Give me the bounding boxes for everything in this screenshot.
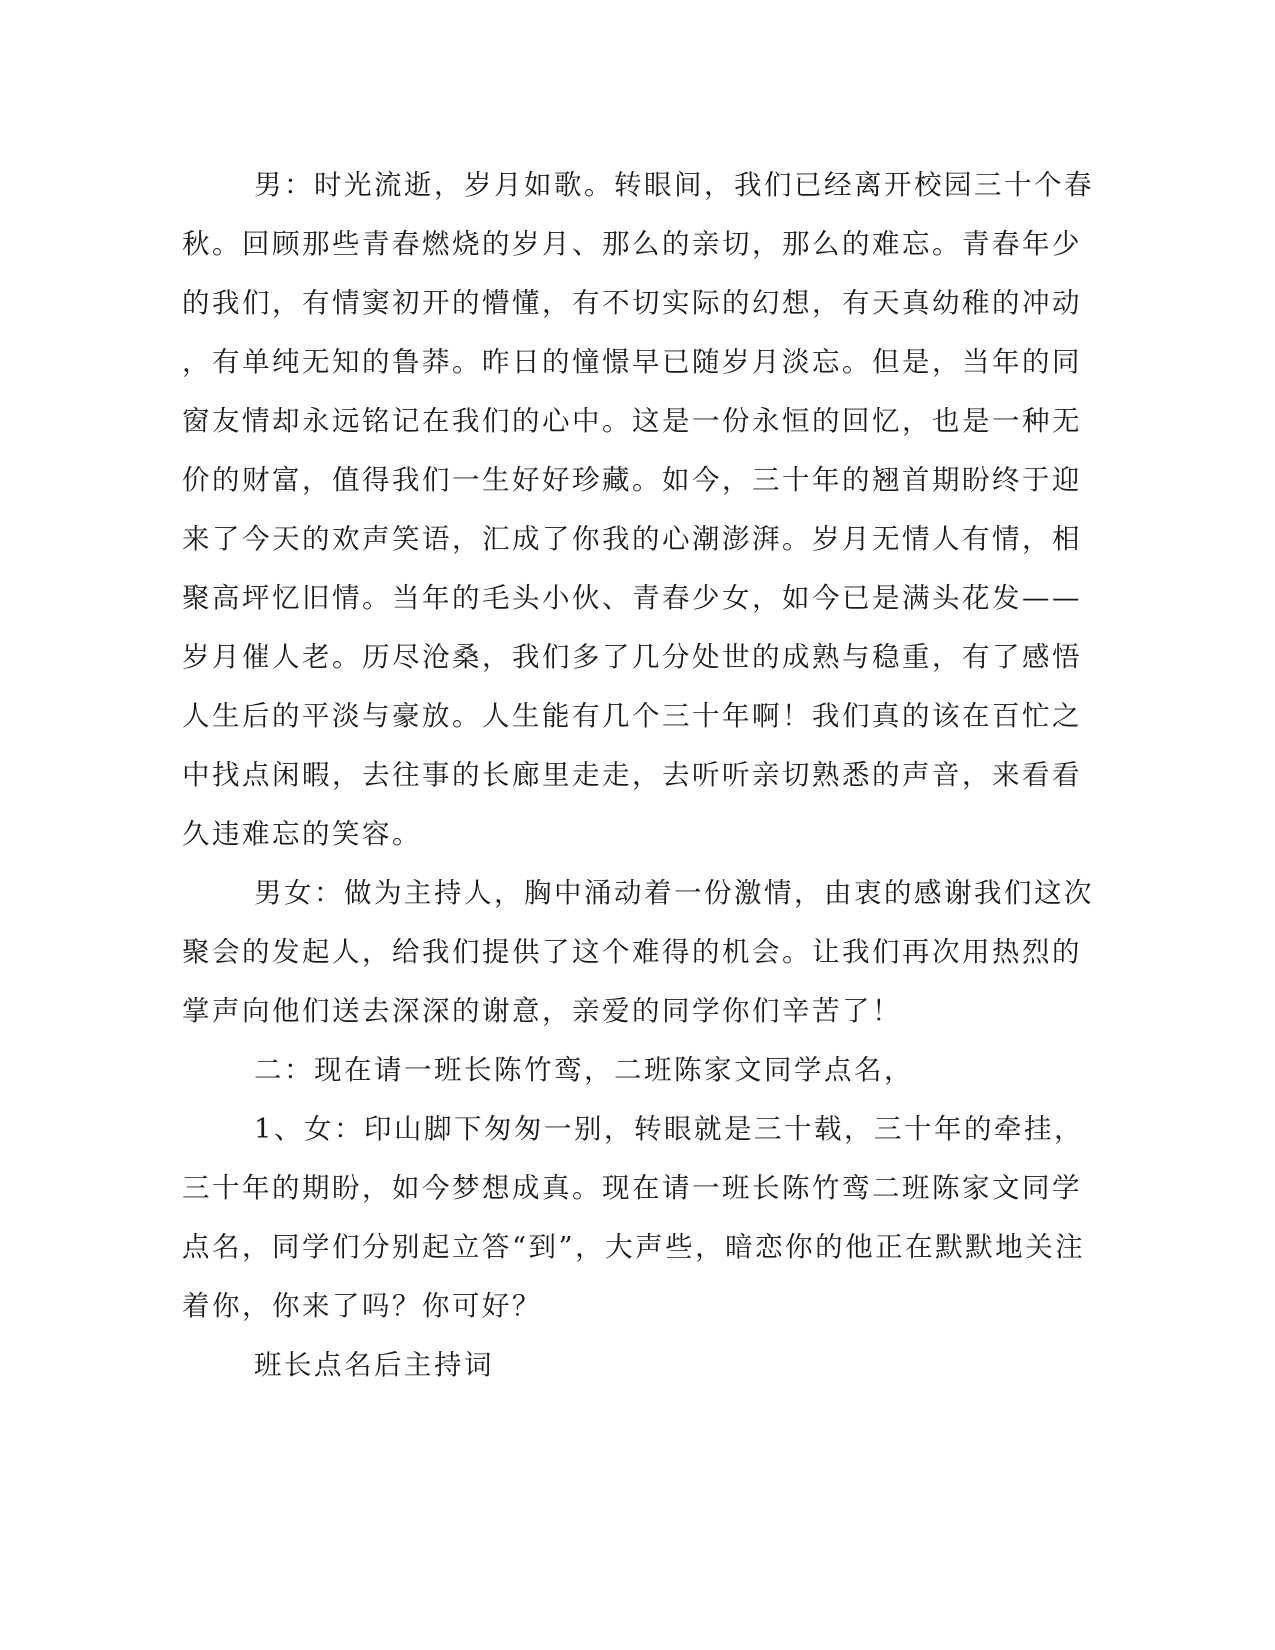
paragraph [182, 1336, 1028, 1395]
text-line: 点名，同学们分别起立答“到”，大声些，暗恋你的他正在默默地关注 [182, 1231, 1086, 1263]
text-line: 1、女：印山脚下匆匆一别，转眼就是三十载，三十年的牵挂， [254, 1113, 1084, 1145]
text-line: 聚会的发起人，给我们提供了这个难得的机会。让我们再次用热烈的 [182, 936, 1082, 968]
paragraph [182, 1041, 1028, 1100]
text-line: 价的财富，值得我们一生好好珍藏。如今，三十年的翘首期盼终于迎 [182, 464, 1082, 496]
text-line: 中找点闲暇，去往事的长廊里走走，去听听亲切熟悉的声音，来看看 [182, 759, 1082, 791]
text-line: 久违难忘的笑容。 [182, 818, 422, 850]
text-line: 岁月催人老。历尽沧桑，我们多了几分处世的成熟与稳重，有了感悟 [182, 641, 1082, 673]
paragraph [182, 1100, 1086, 1336]
text-line: 聚高坪忆旧情。当年的毛头小伙、青春少女，如今已是满头花发—— [182, 582, 1082, 614]
text-line: 的我们，有情窦初开的懵懂，有不切实际的幻想，有天真幼稚的冲动 [182, 287, 1082, 319]
paragraph [182, 864, 1094, 1041]
text-line: 秋。回顾那些青春燃烧的岁月、那么的亲切，那么的难忘。青春年少 [182, 228, 1082, 260]
text-line: 二：现在请一班长陈竹鸾，二班陈家文同学点名， [254, 1054, 914, 1086]
text-line: 着你，你来了吗？你可好？ [182, 1290, 542, 1322]
text-line: 人生后的平淡与豪放。人生能有几个三十年啊！我们真的该在百忙之 [182, 700, 1082, 732]
document-body [182, 156, 1094, 1395]
text-line: 窗友情却永远铭记在我们的心中。这是一份永恒的回忆，也是一种无 [182, 405, 1082, 437]
text-line: 男：时光流逝，岁月如歌。转眼间，我们已经离开校园三十个春 [254, 169, 1094, 201]
text-line: 班长点名后主持词 [254, 1349, 494, 1381]
text-line: ，有单纯无知的鲁莽。昨日的憧憬早已随岁月淡忘。但是，当年的同 [182, 346, 1082, 378]
text-line: 三十年的期盼，如今梦想成真。现在请一班长陈竹鸾二班陈家文同学 [182, 1172, 1082, 1204]
text-line: 男女：做为主持人，胸中涌动着一份激情，由衷的感谢我们这次 [254, 877, 1094, 909]
paragraph [182, 156, 1094, 864]
text-line: 来了今天的欢声笑语，汇成了你我的心潮澎湃。岁月无情人有情，相 [182, 523, 1082, 555]
text-line: 掌声向他们送去深深的谢意，亲爱的同学你们辛苦了！ [182, 995, 902, 1027]
